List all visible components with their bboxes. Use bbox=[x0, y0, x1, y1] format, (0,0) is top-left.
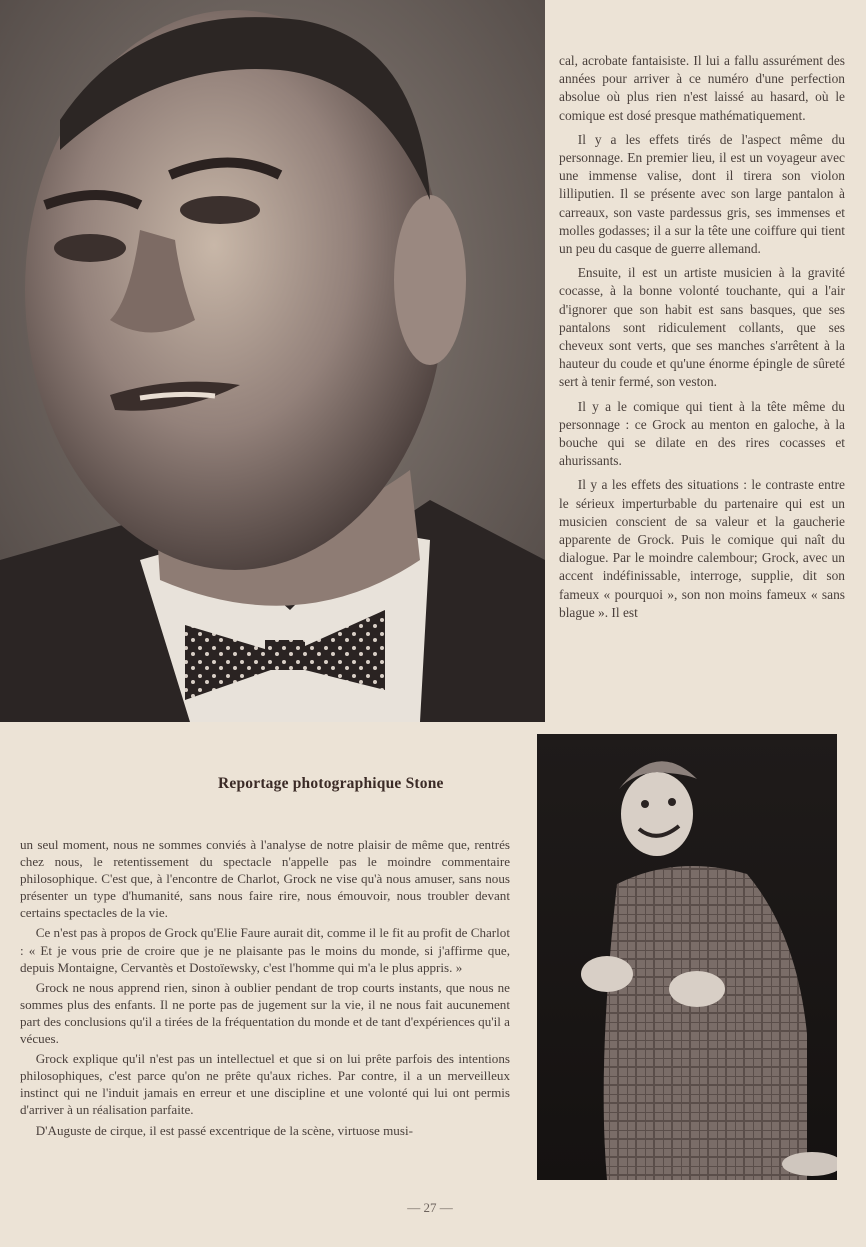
portrait-photo bbox=[0, 0, 545, 722]
bottom-text-column bbox=[20, 836, 510, 1142]
page-number: — 27 — bbox=[407, 1200, 453, 1215]
paragraph: Ce n'est pas à propos de Grock qu'Elie Faure aurait dit, comme il le fit au profit de Charlot : « Et je vous prie de croire que je ne plaisante pas le moins du monde, si j'affirme que, depuis Montaigne, Cervantès et Dostoïewsky, c'est l'homme qui m'a le plus appris. » bbox=[20, 925, 510, 975]
paragraph: D'Auguste de cirque, il est passé excentrique de la scène, virtuose musi- bbox=[35, 1122, 413, 1138]
paragraph: Grock explique qu'il n'est pas un intellectuel et que si on lui prête parfois des intentions philosophiques, c'est parce qu'on ne prête qu'aux riches. Par contre, il a un merveilleux instinct qui ne l'induit jamais en erreur et une discipline et une volonté qui lui ont permis d'arriver à un réalisation parfaite. bbox=[20, 1051, 510, 1118]
photo-credit: Reportage photographique Stone bbox=[218, 775, 444, 792]
paragraph: Il y a les effets tirés de l'aspect même du personnage. En premier lieu, il est un voyageur avec une immense valise, dont il tirera son violon lilliputien. Il se présente avec son large pantalon à carreaux, son vaste pardessus gris, ses immenses et molles godasses; il a sur la tête une coiffure qui tient un peu du casque de guerre allemand. bbox=[559, 131, 845, 257]
paragraph: Il y a les effets des situations : le contraste entre le sérieux imperturbable du partenaire qui est un musicien conscient de sa valeur et la gaucherie apparente de Grock. Puis le comique qui naît du dialogue. Par le moindre calembour; Grock, avec un accent indéfinissable, interroge, supplie, dit son fameux « pourquoi », son non moins fameux « sans blague ». Il est bbox=[559, 477, 845, 620]
paragraph: Ensuite, il est un artiste musicien à la gravité cocasse, à la bonne volonté touchante, qui a l'air d'ignorer que son habit est sans basques, que ses pantalons sont ridiculement collants, que ses cheveux sont verts, que ses manches s'arrêtent à la hauteur du coude et qu'une énorme épingle de sûreté sert à tenir fermé, son veston. bbox=[559, 265, 845, 390]
paragraph: un seul moment, nous ne sommes conviés à l'analyse de notre plaisir de même que, rentrés chez nous, le retentissement du spectacle n'appelle pas le moindre commentaire philosophique. C'est que, à l'encontre de Charlot, Grock ne vise qu'à nous amuser, sans nous présenter un type d'humanité, sans nous faire rire, nous émouvoir, nous troubler devant certains spectacles de la vie. bbox=[20, 837, 510, 921]
paragraph: Il y a le comique qui tient à la tête même du personnage : ce Grock au menton en galoche, à la bouche qui se dilate en des rires cocasses et ahurissants. bbox=[559, 398, 845, 469]
right-text-column bbox=[559, 52, 845, 628]
paragraph: Grock ne nous apprend rien, sinon à oublier pendant de trop courts instants, que nous ne sommes plus des enfants. Il ne porte pas de jugement sur la vie, il ne nous fait aucunement part des conclusions qu'il a tirées de la fréquentation du monde et de tant d'expériences qu'il a vécues. bbox=[20, 979, 510, 1047]
clown-photo bbox=[537, 734, 837, 1180]
paragraph: cal, acrobate fantaisiste. Il lui a fallu assurément des années pour arriver à ce numéro d'une perfection absolue où plus rien n'est laissé au hasard, où le comique est dosé presque mathématiquement. bbox=[559, 53, 845, 123]
